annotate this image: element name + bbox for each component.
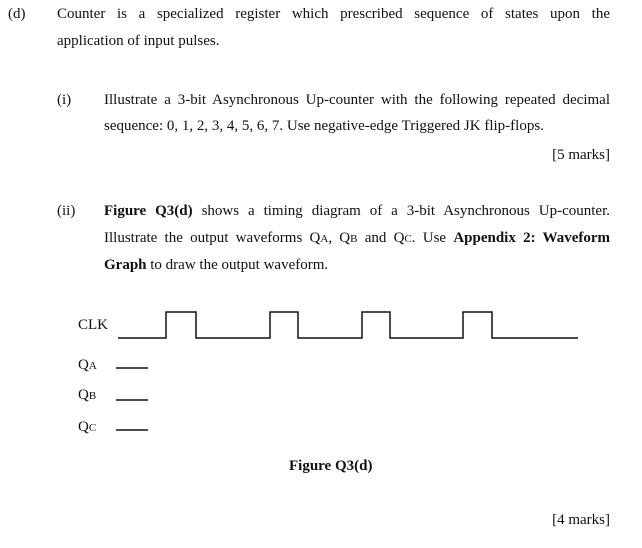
part-i-text-line-1: Illustrate a 3-bit Asynchronous Up-counter with the following repeated decimal xyxy=(104,92,610,108)
qb-subscript: B xyxy=(350,233,358,245)
figure-caption: Figure Q3(d) xyxy=(289,458,373,474)
part-ii-comma: , Q xyxy=(328,230,351,246)
part-ii-and: and Q xyxy=(357,230,405,246)
part-ii-line-1-rest: shows a timing diagram of a 3-bit Asynchronous Up-counter. xyxy=(192,203,611,219)
qb-main: Q xyxy=(78,387,89,403)
part-i-label: (i) xyxy=(57,92,72,108)
part-i-text-line-2: sequence: 0, 1, 2, 3, 4, 5, 6, 7. Use negative-edge Triggered JK flip-flops. xyxy=(104,118,544,134)
question-text-line-1: Counter is a specialized register which prescribed sequence of states upon the xyxy=(57,6,610,22)
part-ii-marks: [4 marks] xyxy=(552,512,610,528)
qb-label-subscript: B xyxy=(88,390,97,402)
qc-label-subscript: C xyxy=(88,422,97,434)
question-label: (d) xyxy=(8,6,26,22)
clk-waveform xyxy=(118,312,578,338)
part-ii-line-2-start: Illustrate the output waveforms Q xyxy=(104,230,321,246)
appendix-reference: Appendix 2: Waveform xyxy=(453,230,610,246)
qc-subscript: C xyxy=(404,233,412,245)
qa-label-subscript: A xyxy=(88,360,97,372)
question-text-line-2: application of input pulses. xyxy=(57,33,220,49)
part-ii-use: . Use xyxy=(411,230,454,246)
figure-reference: Figure Q3(d) xyxy=(104,203,193,219)
part-i-marks: [5 marks] xyxy=(552,147,610,163)
part-ii-line-3-rest: to draw the output waveform. xyxy=(146,257,329,273)
qa-subscript: A xyxy=(320,233,329,245)
graph-word: Graph xyxy=(104,257,147,273)
clk-label: CLK xyxy=(78,317,108,333)
qc-main: Q xyxy=(78,419,89,435)
part-ii-label: (ii) xyxy=(57,203,76,219)
qa-main: Q xyxy=(78,357,89,373)
